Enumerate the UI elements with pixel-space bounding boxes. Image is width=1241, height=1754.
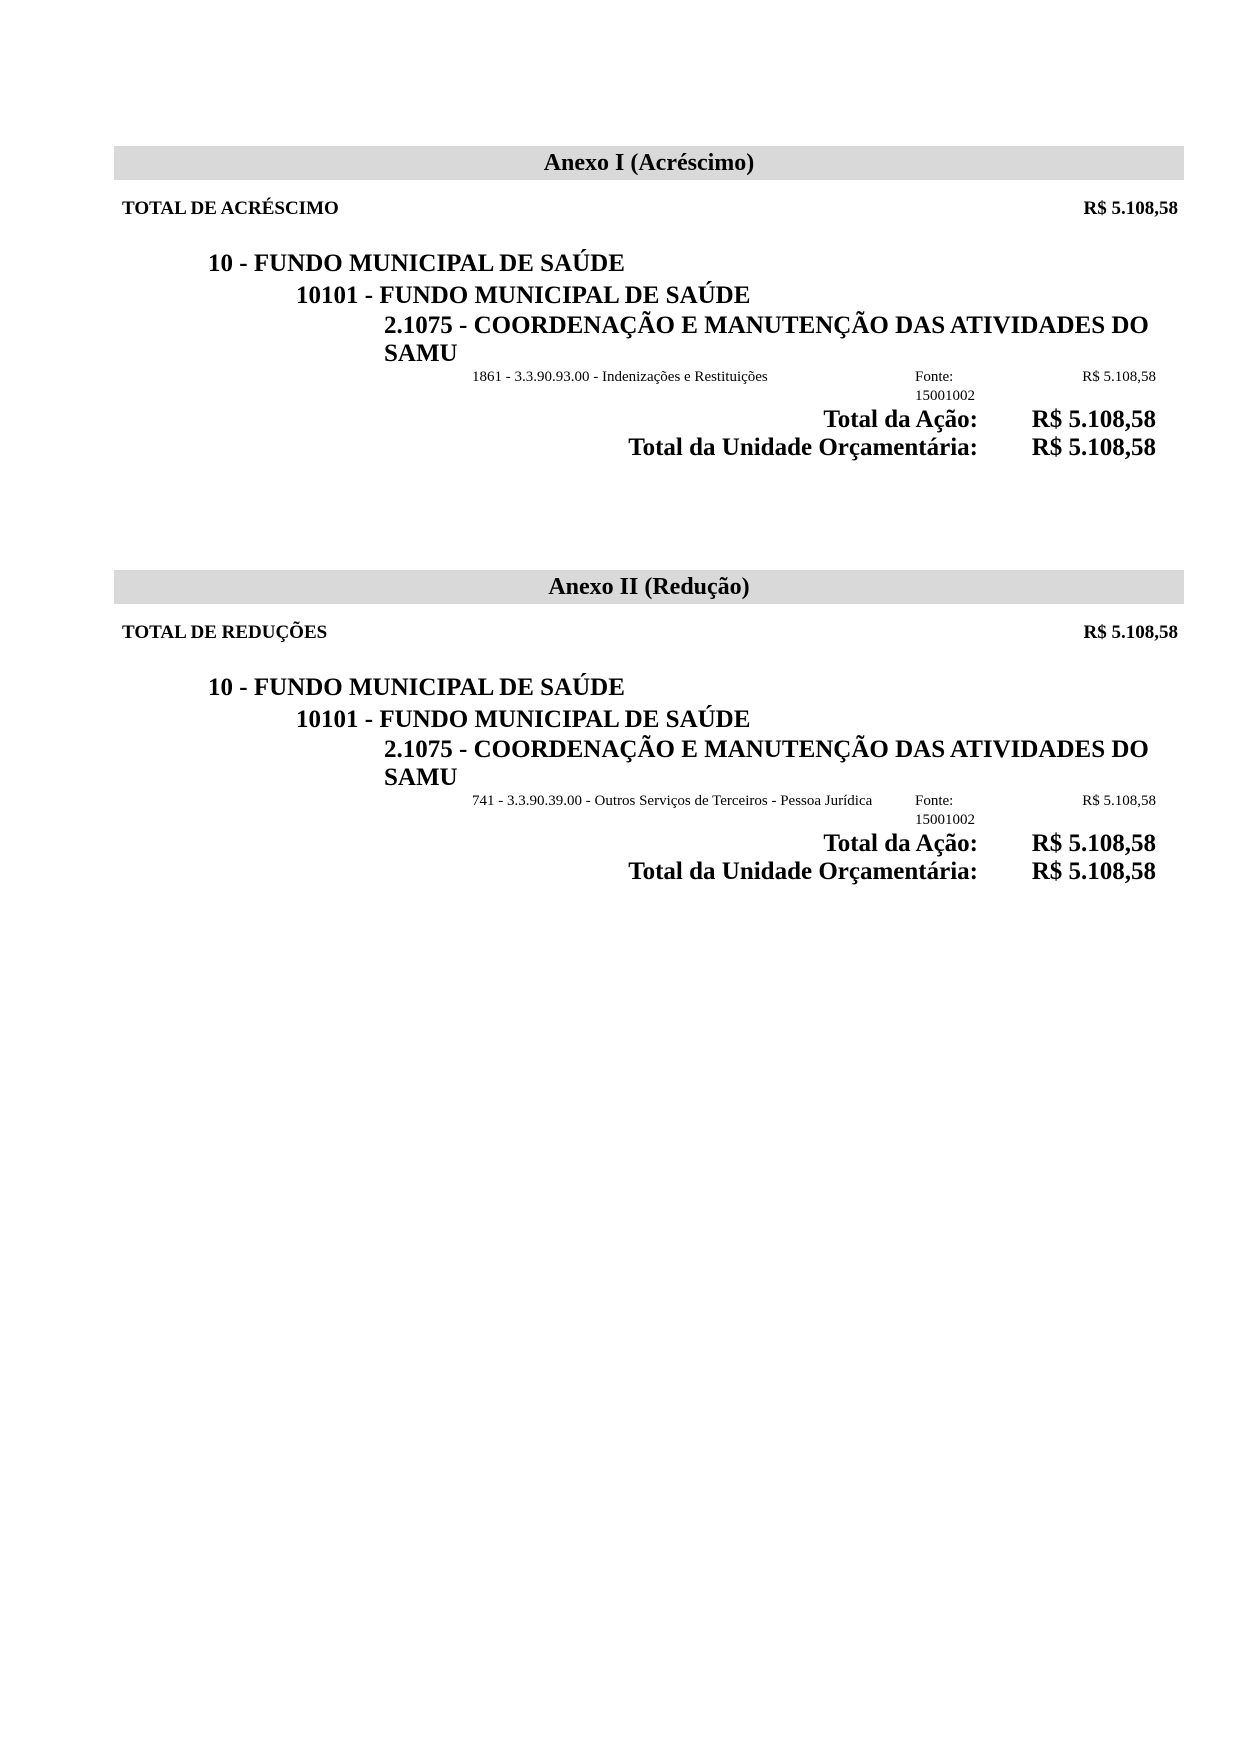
expense-item — [472, 368, 1184, 406]
total-acao-value: R$ 5.108,58 — [1031, 830, 1156, 857]
total-unidade-label: Total da Unidade Orçamentária: — [628, 858, 978, 885]
annex-total-row — [114, 622, 1184, 652]
annex-total-label: TOTAL DE ACRÉSCIMO — [122, 198, 339, 219]
annex-header: Anexo I (Acréscimo) — [114, 146, 1184, 180]
total-acao-row — [114, 406, 1184, 434]
fonte-code: 15001002 — [915, 812, 975, 828]
fonte-label: Fonte: — [915, 369, 954, 385]
total-unidade-label: Total da Unidade Orçamentária: — [628, 434, 978, 461]
fonte-code: 15001002 — [915, 388, 975, 404]
orgao-title: 10 - FUNDO MUNICIPAL DE SAÚDE — [208, 250, 625, 277]
acao-title: 2.1075 - COORDENAÇÃO E MANUTENÇÃO DAS ATIVIDADES DO SAMU — [384, 312, 1149, 367]
total-unidade-row — [114, 858, 1184, 886]
orgao-title: 10 - FUNDO MUNICIPAL DE SAÚDE — [208, 674, 625, 701]
annex-section-reducao — [114, 570, 1184, 886]
total-acao-label: Total da Ação: — [823, 830, 978, 857]
expense-item-value: R$ 5.108,58 — [1082, 369, 1156, 385]
expense-item-fonte — [915, 368, 995, 406]
total-unidade-value: R$ 5.108,58 — [1031, 858, 1156, 885]
expense-item-fonte — [915, 792, 995, 830]
total-acao-label: Total da Ação: — [823, 406, 978, 433]
annex-total-value: R$ 5.108,58 — [1083, 198, 1178, 219]
annex-section-acrescimo — [114, 146, 1184, 462]
expense-item-description: 1861 - 3.3.90.93.00 - Indenizações e Restituições — [472, 369, 768, 385]
total-acao-row — [114, 830, 1184, 858]
acao-title: 2.1075 - COORDENAÇÃO E MANUTENÇÃO DAS ATIVIDADES DO SAMU — [384, 736, 1149, 791]
fonte-label: Fonte: — [915, 793, 954, 809]
total-unidade-value: R$ 5.108,58 — [1031, 434, 1156, 461]
unidade-title: 10101 - FUNDO MUNICIPAL DE SAÚDE — [296, 282, 751, 309]
annex-header: Anexo II (Redução) — [114, 570, 1184, 604]
expense-item-value: R$ 5.108,58 — [1082, 793, 1156, 809]
total-acao-value: R$ 5.108,58 — [1031, 406, 1156, 433]
expense-item-description: 741 - 3.3.90.39.00 - Outros Serviços de Terceiros - Pessoa Jurídica — [472, 793, 873, 809]
annex-total-value: R$ 5.108,58 — [1083, 622, 1178, 643]
unidade-title: 10101 - FUNDO MUNICIPAL DE SAÚDE — [296, 706, 751, 733]
annex-total-label: TOTAL DE REDUÇÕES — [122, 622, 328, 643]
expense-item — [472, 792, 1184, 830]
total-unidade-row — [114, 434, 1184, 462]
annex-total-row — [114, 198, 1184, 228]
